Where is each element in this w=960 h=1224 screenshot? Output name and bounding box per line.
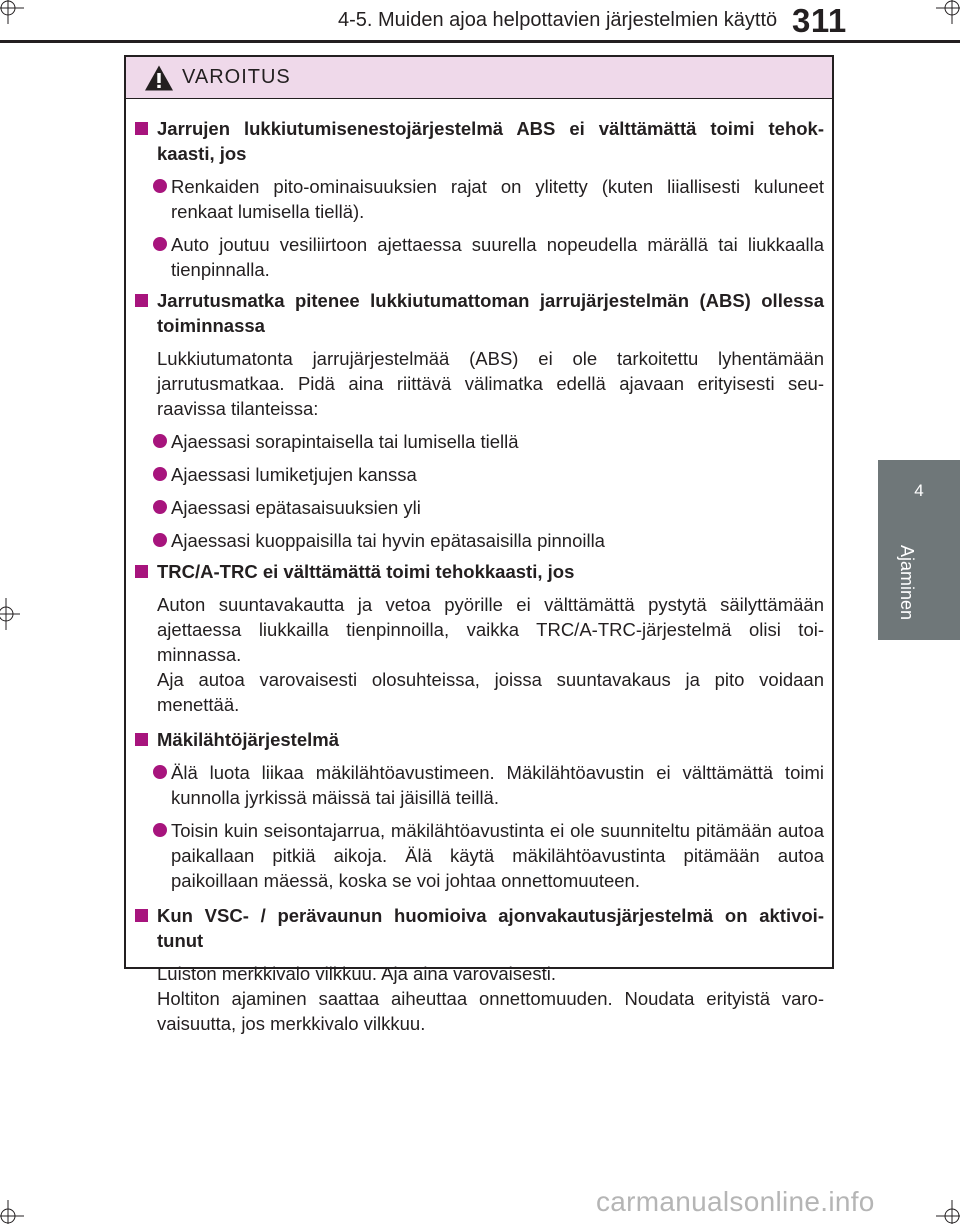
crop-mark-bottom-left [0,1200,24,1224]
round-bullet-icon [153,434,167,448]
round-bullet-icon [153,467,167,481]
round-bullet-icon [153,500,167,514]
paragraph: Auton suuntavakautta ja vetoa pyörille ei välttämättä pystytä säilyttämään ajettaessa liukkailla tienpinnoilla, vaikka TRC/A-TRC-järjestelmä olisi toi-minnassa. [157,594,824,665]
section-title-hill-start: Mäkilähtöjärjestelmä [134,727,824,752]
paragraph: Lukkiutumatonta jarrujärjestelmää (ABS) ei ole tarkoitettu lyhentämään jarrutusmatkaa. Pidä aina riittävä välimatka edellä ajavaan erityisesti seu-raavissa tilanteissa: [157,348,824,419]
list-item: Renkaiden pito-ominaisuuksien rajat on ylitetty (kuten liiallisesti kuluneet renkaat lumisella tiellä). [134,174,824,224]
page-number: 311 [792,2,847,39]
section-title-braking-distance: Jarrutusmatka pitenee lukkiutumattoman jarrujärjestelmän (ABS) ollessa toiminnassa [134,288,824,338]
list-item: Ajaessasi kuoppaisilla tai hyvin epätasaisilla pinnoilla [134,528,824,553]
watermark: carmanualsonline.info [596,1186,875,1217]
square-bullet-icon [135,294,148,307]
round-bullet-icon [153,823,167,837]
warning-box [124,55,834,1034]
list-item: Älä luota liikaa mäkilähtöavustimeen. Mäkilähtöavustin ei välttämättä toimi kunnolla jyrkissä mäissä tai jäisillä teillä. [134,760,824,810]
list-item: Ajaessasi epätasaisuuksien yli [134,495,824,520]
crop-mark-mid-left [0,598,20,630]
paragraph: Holtiton ajaminen saattaa aiheuttaa onnettomuuden. Noudata erityistä varo-vaisuutta, jos merkkivalo vilkkuu. [157,988,824,1034]
header-rule [0,40,960,43]
round-bullet-icon [153,533,167,547]
crop-mark-top-right [936,0,960,24]
round-bullet-icon [153,179,167,193]
section-title-vsc: Kun VSC- / perävaunun huomioiva ajonvakautusjärjestelmä on aktivoi-tunut [134,903,824,953]
crop-mark-top-left [0,0,24,24]
chapter-number: 4 [914,481,924,500]
section-title-abs: Jarrujen lukkiutumisenestojärjestelmä ABS ei välttämättä toimi tehok-kaasti, jos [134,116,824,166]
round-bullet-icon [153,765,167,779]
running-header: 4-5. Muiden ajoa helpottavien järjestelmien käyttö [338,9,778,31]
warning-triangle-icon [144,64,174,92]
paragraph: Aja autoa varovaisesti olosuhteissa, joissa suuntavakaus ja pito voidaan menettää. [157,669,824,715]
crop-mark-bottom-right [936,1200,960,1224]
list-item: Ajaessasi lumiketjujen kanssa [134,462,824,487]
list-item: Ajaessasi sorapintaisella tai lumisella tiellä [134,429,824,454]
square-bullet-icon [135,909,148,922]
list-item: Toisin kuin seisontajarrua, mäkilähtöavustinta ei ole suunniteltu pitämään autoa paikallaan pitkiä aikoja. Älä käytä mäkilähtöavustinta pitämään autoa paikoillaan mäessä, koska se voi johtaa onnettomuuteen. [134,818,824,893]
chapter-label: Ajaminen [897,545,917,621]
section-title-trc: TRC/A-TRC ei välttämättä toimi tehokkaasti, jos [134,559,824,584]
round-bullet-icon [153,237,167,251]
list-item: Auto joutuu vesiliirtoon ajettaessa suurella nopeudella märällä tai liukkaalla tienpinnalla. [134,232,824,282]
warning-header [126,57,832,99]
warning-content [126,99,832,1036]
square-bullet-icon [135,733,148,746]
paragraph: Luiston merkkivalo vilkkuu. Aja aina varovaisesti. [157,963,556,984]
square-bullet-icon [135,122,148,135]
square-bullet-icon [135,565,148,578]
warning-title: VAROITUS [182,66,291,88]
